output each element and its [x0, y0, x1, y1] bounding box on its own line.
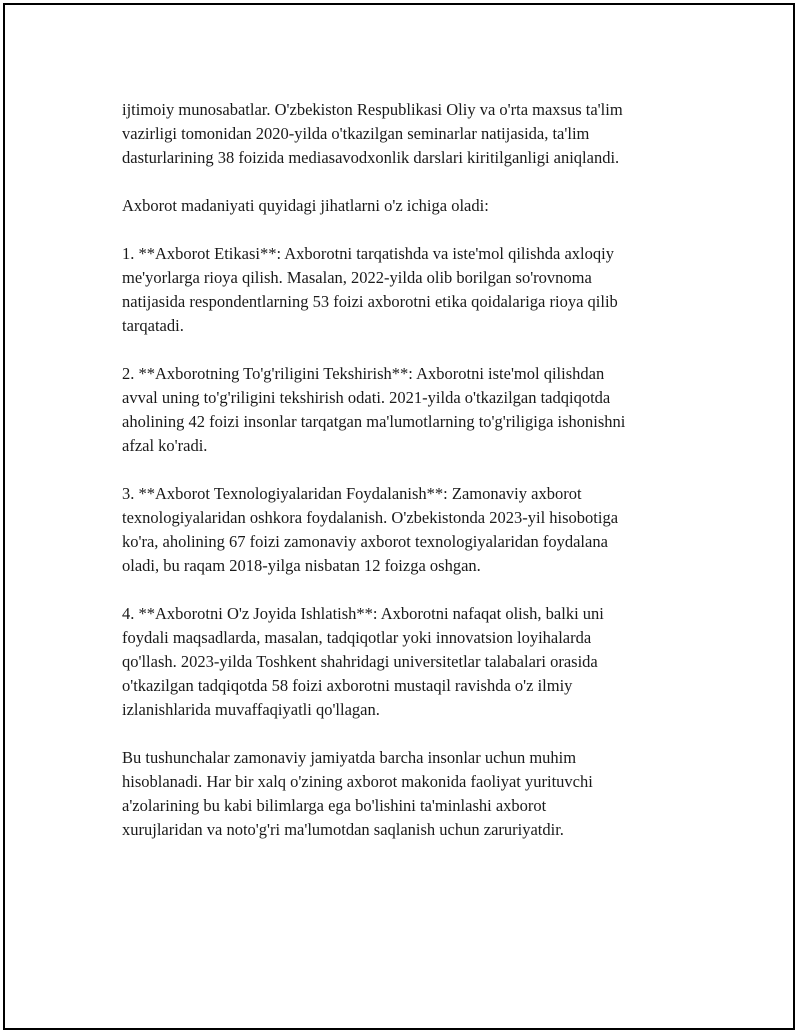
- paragraph-conclusion: Bu tushunchalar zamonaviy jamiyatda barcha insonlar uchun muhim hisoblanadi. Har bir xalq o'zining axborot makonida faoliyat yurituvchi a'zolarining bu kabi bilimlarga ega bo'lishini ta'minlashi axborot xurujlaridan va noto'g'ri ma'lumotdan saqlanish uchun zaruriyatdir.: [122, 748, 593, 839]
- list-item-4: 4. **Axborotni O'z Joyida Ishlatish**: Axborotni nafaqat olish, balki uni foydali maqsadlarda, masalan, tadqiqotlar yoki innovatsion loyihalarda qo'llash. 2023-yilda Toshkent shahridagi universitetlar talabalari orasida o'tkazilgan tadqiqotda 58 foizi axborotni mustaqil ravishda o'z ilmiy izlanishlarida muvaffaqiyatli qo'llagan.: [122, 604, 604, 719]
- list-item-1: 1. **Axborot Etikasi**: Axborotni tarqatishda va iste'mol qilishda axloqiy me'yorlarga rioya qilish. Masalan, 2022-yilda olib borilgan so'rovnoma natijasida respondentlarning 53 foizi axborotni etika qoidalariga rioya qilib tarqatadi.: [122, 244, 618, 335]
- paragraph-lead-in: Axborot madaniyati quyidagi jihatlarni o'z ichiga oladi:: [122, 196, 489, 215]
- list-item-2: 2. **Axborotning To'g'riligini Tekshirish**: Axborotni iste'mol qilishdan avval uning to'g'riligini tekshirish odati. 2021-yilda o'tkazilgan tadqiqotda aholining 42 foizi insonlar tarqatgan ma'lumotlarning to'g'riligiga ishonishni afzal ko'radi.: [122, 364, 626, 455]
- document-body: [122, 98, 702, 866]
- page-frame: [3, 3, 795, 1030]
- paragraph-intro: ijtimoiy munosabatlar. O'zbekiston Respublikasi Oliy va o'rta maxsus ta'lim vazirligi tomonidan 2020-yilda o'tkazilgan seminarlar natijasida, ta'lim dasturlarining 38 foizida mediasavodxonlik darslari kiritilganligi aniqlandi.: [122, 100, 623, 167]
- list-item-3: 3. **Axborot Texnologiyalaridan Foydalanish**: Zamonaviy axborot texnologiyalaridan oshkora foydalanish. O'zbekistonda 2023-yil hisobotiga ko'ra, aholining 67 foizi zamonaviy axborot texnologiyalaridan foydalana oladi, bu raqam 2018-yilga nisbatan 12 foizga oshgan.: [122, 484, 619, 575]
